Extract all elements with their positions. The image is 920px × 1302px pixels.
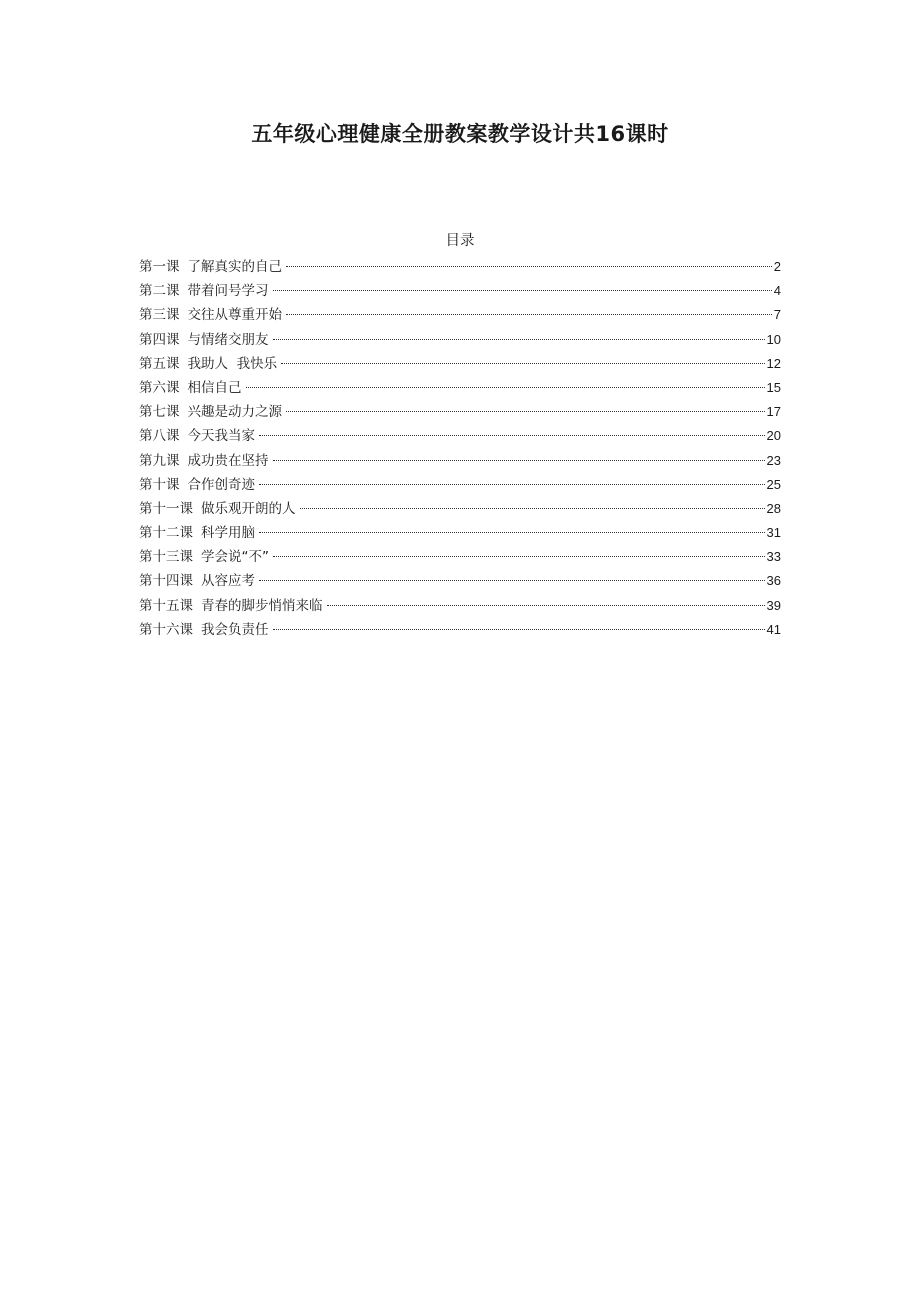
toc-dot-leader <box>286 411 765 412</box>
toc-lesson-title: 做乐观开朗的人 <box>201 500 296 517</box>
toc-page-number: 20 <box>766 428 781 444</box>
toc-lesson-number: 第十课 <box>139 476 180 493</box>
toc-lesson-title: 我会负责任 <box>201 621 269 638</box>
toc-lesson-number: 第一课 <box>139 259 180 275</box>
toc-page-number: 17 <box>766 404 781 420</box>
toc-dot-leader <box>327 605 765 606</box>
toc-entry[interactable] <box>139 279 781 303</box>
toc-dot-leader <box>286 266 772 267</box>
toc-dot-leader <box>246 387 765 388</box>
toc-page-number: 15 <box>766 379 781 395</box>
toc-lesson-title: 了解真实的自己 <box>187 259 282 275</box>
toc-lesson-number: 第七课 <box>139 404 180 421</box>
toc-page-number: 25 <box>766 476 781 492</box>
toc-lesson-title: 学会说“不” <box>201 549 269 566</box>
toc-lesson-number: 第五课 <box>139 355 180 372</box>
toc-dot-leader <box>259 484 765 485</box>
toc-dot-leader <box>259 435 765 436</box>
toc-entry[interactable] <box>139 424 781 448</box>
toc-lesson-number: 第八课 <box>139 428 180 445</box>
toc-entry[interactable] <box>139 328 781 352</box>
toc-lesson-number: 第十一课 <box>139 500 193 517</box>
toc-lesson-number: 第九课 <box>139 452 180 469</box>
toc-entry[interactable] <box>139 521 781 545</box>
toc-lesson-title: 今天我当家 <box>187 428 255 445</box>
toc-lesson-title: 兴趣是动力之源 <box>187 404 282 421</box>
toc-lesson-number: 第四课 <box>139 331 180 348</box>
table-of-contents <box>139 255 781 642</box>
toc-page-number: 31 <box>766 525 781 541</box>
toc-page-number: 4 <box>773 283 781 299</box>
toc-lesson-number: 第十四课 <box>139 573 193 590</box>
toc-entry[interactable] <box>139 618 781 642</box>
toc-lesson-number: 第三课 <box>139 307 180 324</box>
toc-lesson-title: 交往从尊重开始 <box>187 307 282 324</box>
toc-lesson-number: 第十二课 <box>139 525 193 542</box>
toc-lesson-title: 相信自己 <box>187 379 242 396</box>
toc-entry[interactable] <box>139 400 781 424</box>
toc-lesson-number: 第十六课 <box>139 621 193 638</box>
toc-page-number: 33 <box>766 549 781 565</box>
toc-dot-leader <box>286 314 772 315</box>
document-title: 五年级心理健康全册教案教学设计共16课时 <box>251 122 669 146</box>
toc-entry[interactable] <box>139 594 781 618</box>
toc-page-number: 39 <box>766 597 781 613</box>
toc-lesson-title: 带着问号学习 <box>187 283 269 300</box>
toc-dot-leader <box>273 629 765 630</box>
toc-lesson-title: 合作创奇迹 <box>187 476 255 493</box>
toc-page-number: 36 <box>766 573 781 589</box>
toc-entry[interactable] <box>139 545 781 569</box>
toc-dot-leader <box>273 460 765 461</box>
toc-lesson-title: 青春的脚步悄悄来临 <box>201 597 323 614</box>
toc-lesson-number: 第十五课 <box>139 597 193 614</box>
toc-dot-leader <box>300 508 765 509</box>
toc-page-number: 12 <box>766 355 781 371</box>
toc-entry[interactable] <box>139 303 781 327</box>
toc-heading: 目录 <box>445 233 475 249</box>
toc-lesson-number: 第十三课 <box>139 549 193 566</box>
toc-lesson-number: 第二课 <box>139 283 180 300</box>
toc-entry[interactable] <box>139 569 781 593</box>
toc-lesson-title: 成功贵在坚持 <box>187 452 269 469</box>
toc-dot-leader <box>273 556 765 557</box>
toc-page-number: 10 <box>766 331 781 347</box>
toc-entry[interactable] <box>139 449 781 473</box>
toc-page-number: 23 <box>766 452 781 468</box>
toc-lesson-title: 与情绪交朋友 <box>187 331 269 348</box>
toc-lesson-title: 从容应考 <box>201 573 255 590</box>
toc-lesson-title: 我助人 我快乐 <box>187 355 278 372</box>
toc-dot-leader <box>273 339 765 340</box>
toc-page-number: 2 <box>773 259 781 274</box>
toc-entry[interactable] <box>139 255 781 279</box>
toc-dot-leader <box>273 290 772 291</box>
toc-page-number: 28 <box>766 500 781 516</box>
toc-dot-leader <box>259 532 765 533</box>
toc-entry[interactable] <box>139 473 781 497</box>
toc-lesson-number: 第六课 <box>139 379 180 396</box>
toc-dot-leader <box>259 580 765 581</box>
toc-entry[interactable] <box>139 497 781 521</box>
toc-entry[interactable] <box>139 376 781 400</box>
toc-dot-leader <box>281 363 764 364</box>
toc-entry[interactable] <box>139 352 781 376</box>
toc-lesson-title: 科学用脑 <box>201 525 255 542</box>
toc-page-number: 7 <box>773 307 781 323</box>
toc-page-number: 41 <box>766 621 781 637</box>
